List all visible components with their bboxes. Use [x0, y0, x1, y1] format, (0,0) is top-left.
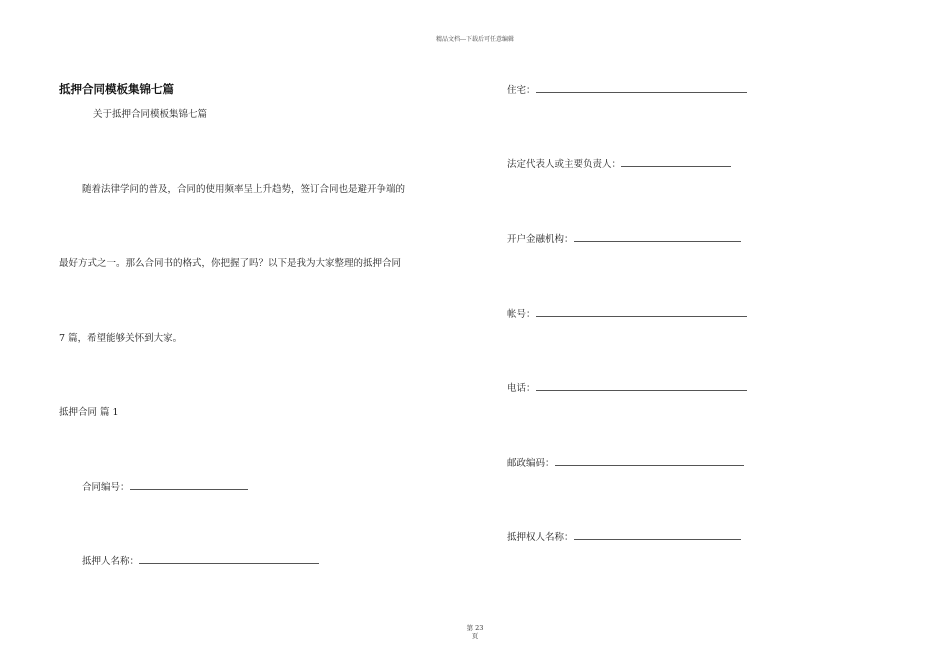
paragraph-line-3: 7 篇，希望能够关怀到大家。 [59, 333, 183, 344]
page-number-value: 23 [475, 624, 484, 632]
page-number [0, 624, 950, 640]
field-legal-rep [507, 156, 731, 170]
page-suffix: 页 [471, 632, 479, 640]
field-label: 开户金融机构： [507, 234, 574, 245]
blank-line [555, 457, 744, 466]
field-label: 邮政编码： [507, 458, 555, 469]
field-label: 帐号： [507, 309, 536, 320]
blank-line [536, 308, 747, 317]
field-account [507, 306, 747, 320]
paragraph-line-1: 随着法律学问的普及，合同的使用频率呈上升趋势，签订合同也是避开争端的 [82, 184, 406, 195]
section-heading: 抵押合同 篇 1 [59, 407, 119, 418]
field-postcode [507, 455, 744, 469]
page-prefix: 第 [466, 624, 474, 632]
field-label: 抵押人名称： [82, 556, 140, 567]
field-contract-no [82, 479, 248, 493]
field-label: 法定代表人或主要负责人： [507, 159, 622, 170]
paragraph-line-2: 最好方式之一。那么合同书的格式，你把握了吗？以下是我为大家整理的抵押合同 [59, 258, 402, 269]
field-mortgagee-name [507, 529, 741, 543]
blank-line [536, 382, 747, 391]
blank-line [574, 531, 741, 540]
blank-line [139, 555, 319, 564]
document-subtitle: 关于抵押合同模板集锦七篇 [93, 109, 208, 120]
blank-line [574, 233, 741, 242]
field-bank [507, 231, 741, 245]
field-label: 电话： [507, 383, 536, 394]
blank-line [621, 158, 731, 167]
field-phone [507, 380, 747, 394]
field-label: 抵押权人名称： [507, 532, 574, 543]
field-mortgagor-name [82, 553, 319, 567]
document-title: 抵押合同模板集锦七篇 [59, 82, 174, 96]
field-label: 住宅： [507, 85, 536, 96]
field-label: 合同编号： [82, 482, 130, 493]
blank-line [536, 84, 747, 93]
blank-line [130, 481, 248, 490]
header-note: 精品文档---下载后可任意编辑 [435, 36, 515, 43]
field-residence [507, 82, 747, 96]
